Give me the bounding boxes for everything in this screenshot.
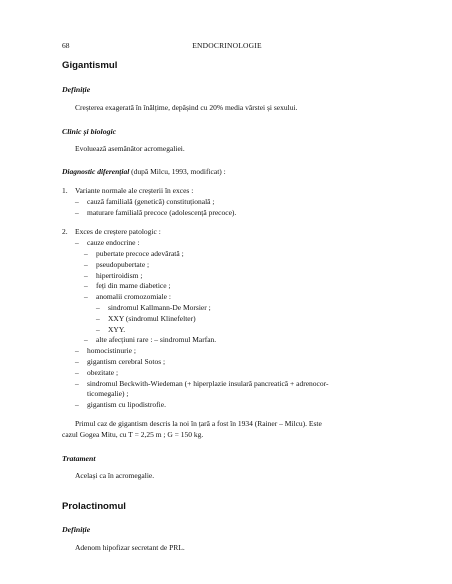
list-item: – hipertiroidism ; [84,270,143,280]
section-title-prolactinoma: Prolactinomul [62,501,126,513]
list-item: – sindromul Beckwith-Wiedeman (+ hiperplazie insulară pancreatică + adrenocor- [75,378,329,388]
clinical-heading: Clinic și biologic [62,126,117,136]
prolactinoma-definition-heading: Definiție [62,525,91,535]
prolactinoma-definition-text: Adenom hipofizar secretant de PRL. [75,542,185,552]
paragraph-line: cazul Gogea Mitu, cu T = 2,25 m ; G = 150 kg. [62,429,204,439]
list-item: – pseudopubertate ; [84,259,150,269]
page-content [62,60,402,554]
treatment-heading: Tratament [62,453,96,463]
paragraph-line: Primul caz de gigantism descris la noi în țară a fost în 1934 (Rainer – Milcu). Este [75,418,322,428]
list-item: – gigantism cu lipodistrofie. [75,400,166,410]
definition-heading: Definiție [62,85,91,94]
definition-text: Creșterea exagerată în înălțime, depășind cu 20% media vârstei și sexului. [75,102,298,112]
diagnosis-suffix: (după Milcu, 1993, modificat) : [129,167,226,177]
list-item: – XYY. [96,324,126,334]
page-header [62,41,392,53]
treatment-text: Același ca în acromegalie. [75,471,155,481]
section-title-gigantism: Gigantismul [62,60,118,71]
diagnosis-heading: Diagnostic diferențial [62,167,130,177]
page-number: 68 [62,41,70,50]
list-number: 2. [62,227,68,237]
list-item-label: Exces de creștere patologic : [75,227,161,237]
diagnosis-heading-line [62,167,402,178]
list-number: 1. [62,185,68,195]
list-item: – cauză familială (genetică) constituțională ; [75,196,215,206]
list-item-normal-variants [62,186,402,197]
list-item: – pubertate precoce adevărată ; [84,248,184,258]
list-item: – obezitate ; [75,367,119,377]
list-item-label: Variante normale ale creșterii în exces : [75,185,194,195]
list-item: – gigantism cerebral Sotos ; [75,356,166,366]
list-item: – feți din mame diabetice ; [84,281,171,291]
list-item: – homocistinurie ; [75,346,136,356]
list-item: – maturare familială precoce (adolescență precoce). [75,207,237,217]
clinical-text: Evoluează asemănător acromegaliei. [75,144,185,154]
list-item: – XXY (sindromul Klinefelter) [96,313,196,323]
list-item: – sindromul Kallmann-De Morsier ; [96,302,211,312]
list-item-endocrine-causes: – cauze endocrine : [75,238,140,248]
list-item: – anomalii cromozomiale : [84,292,171,302]
running-title: ENDOCRINOLOGIE [192,41,262,50]
list-item-pathologic-excess [62,227,402,238]
list-item-continuation: ticomegalie) ; [87,389,129,399]
list-item: – alte afecțiuni rare : – sindromul Marfan. [84,335,217,345]
